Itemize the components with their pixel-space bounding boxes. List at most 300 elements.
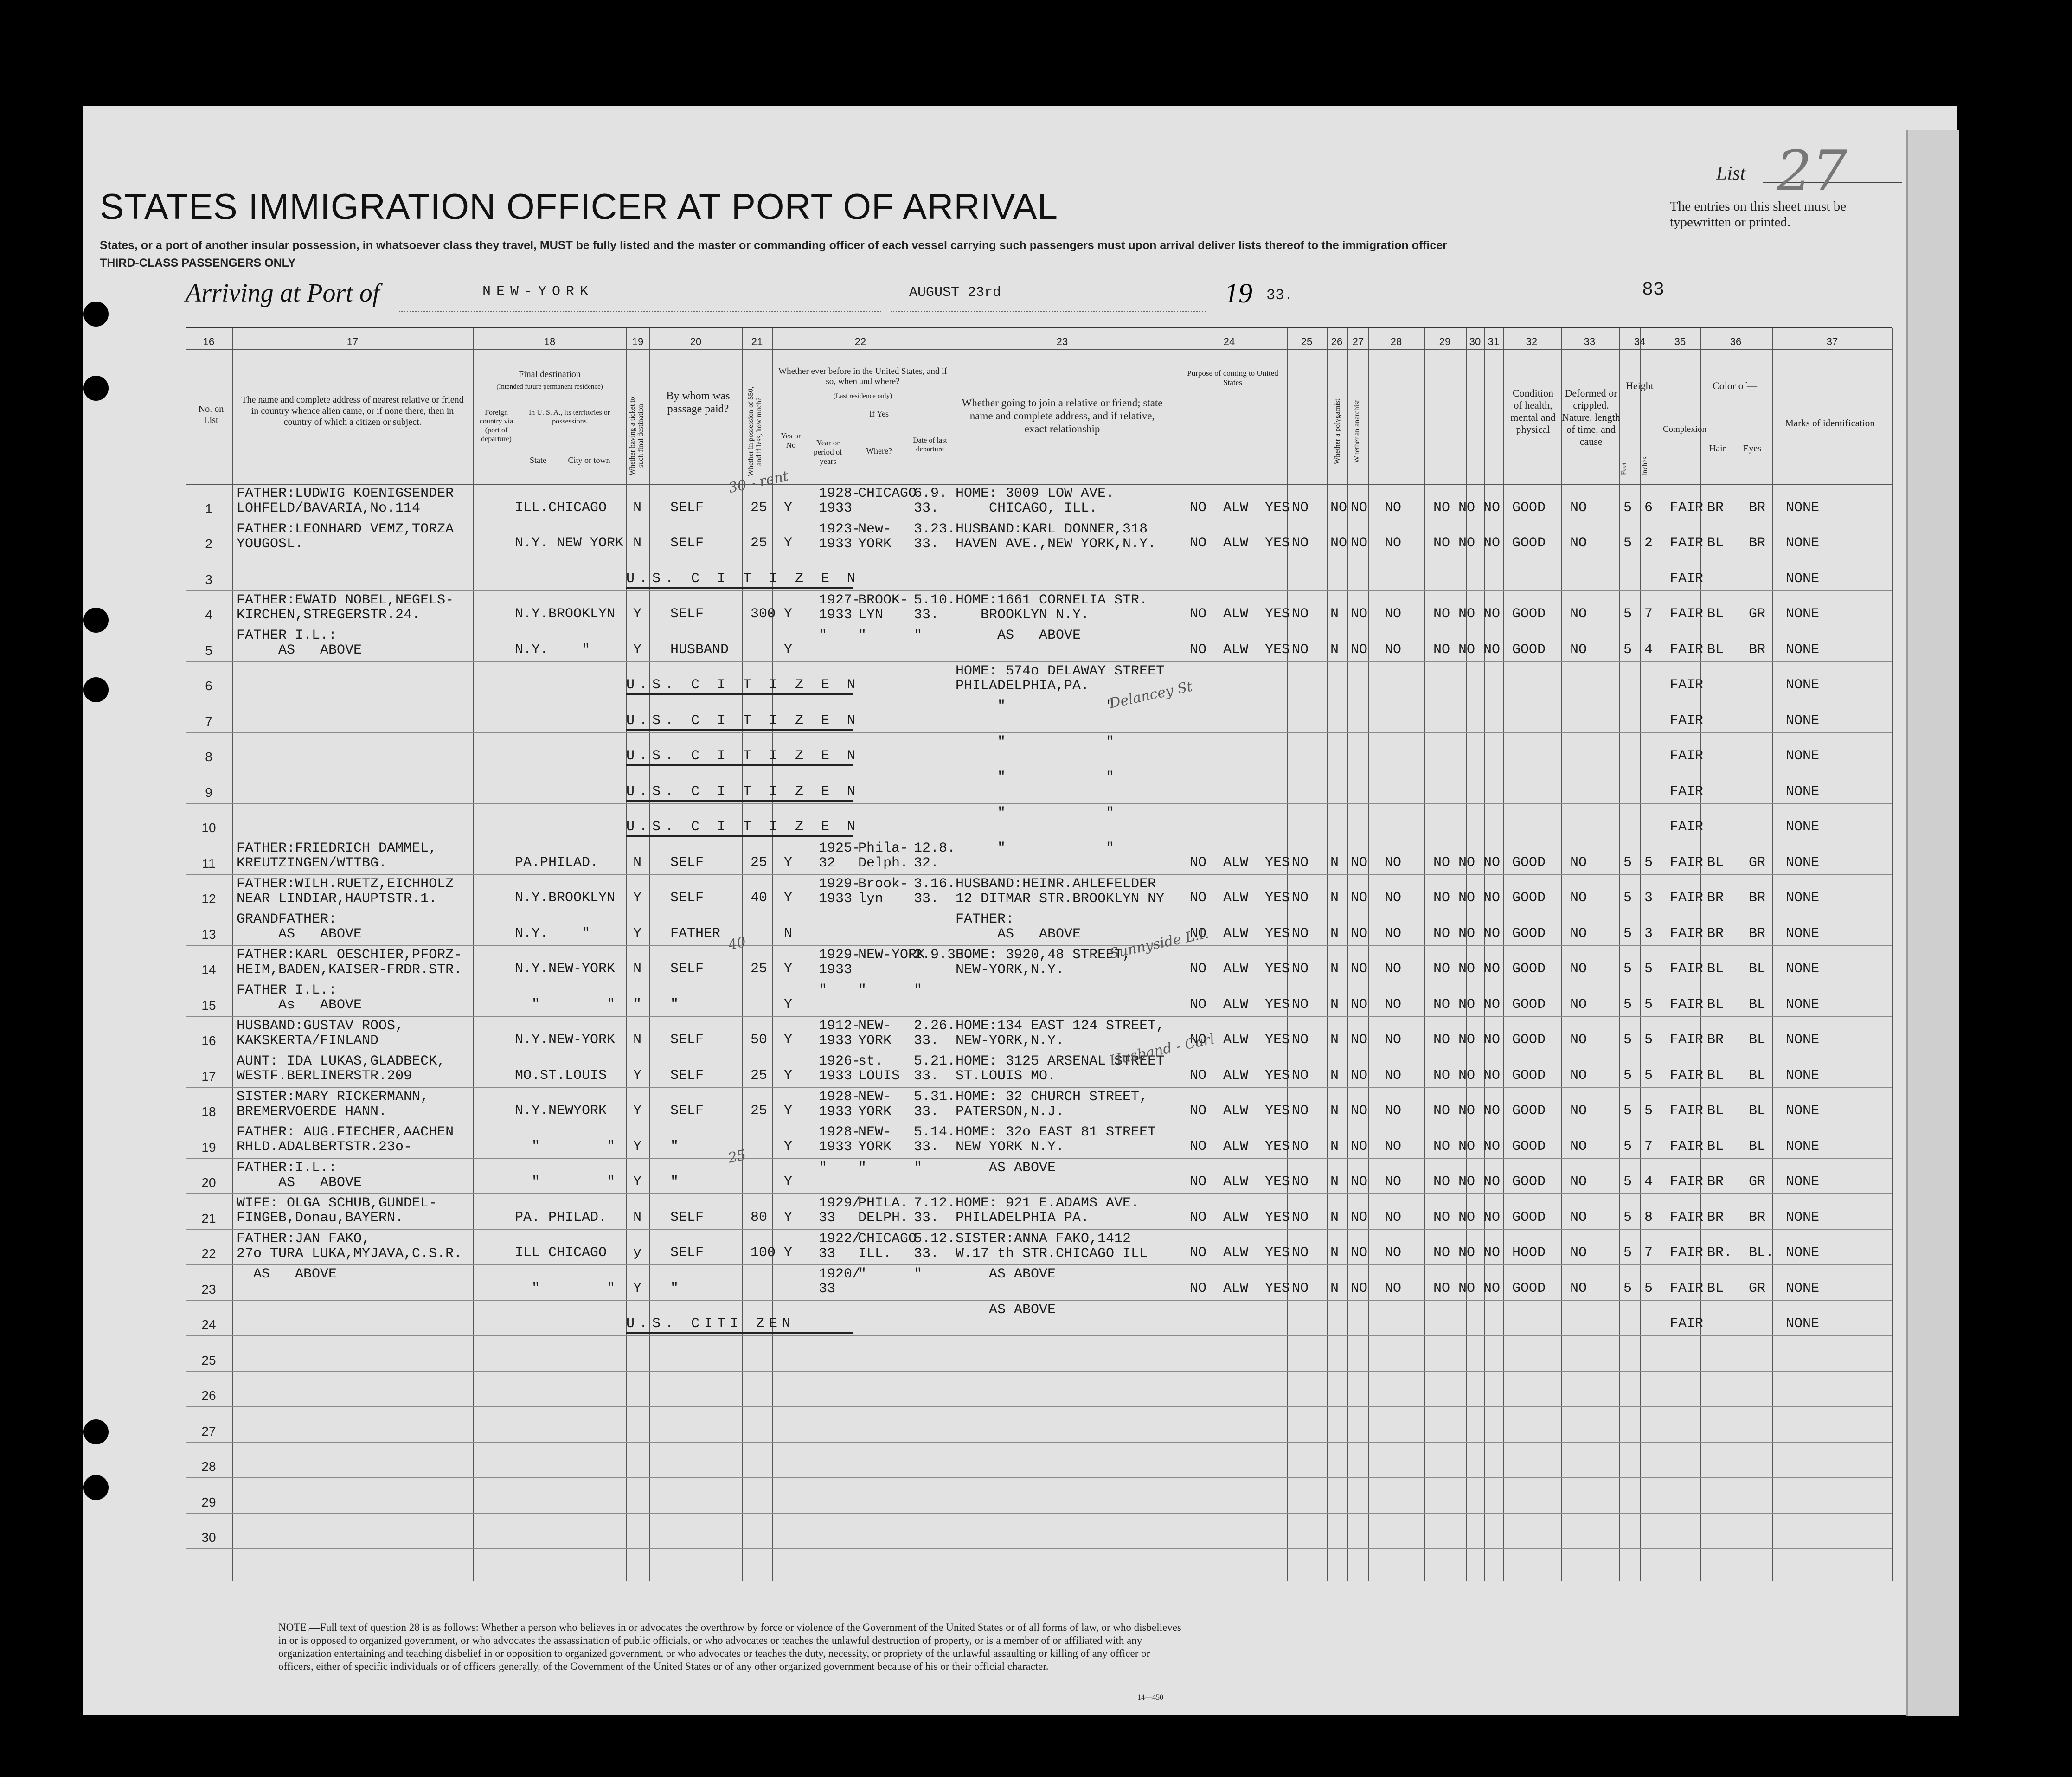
nearest-relative: FATHER I.L.: As ABOVE [237, 982, 362, 1013]
height-feet: 5 [1623, 606, 1632, 622]
complexion: FAIR [1670, 535, 1704, 551]
row-number: 1 [205, 501, 212, 516]
header-nearest-relative: The name and complete address of nearest relative or friend in country whence alien came, or if none there, then in country of which a citizen or subject. [241, 395, 464, 427]
answer-polygamist: N [1330, 890, 1339, 906]
column-number-rule [186, 349, 1892, 350]
answer-cols-29-31: NO NO NO [1433, 500, 1501, 516]
identification-marks: NONE [1786, 748, 1820, 764]
answer-cols-29-31: NO NO NO [1433, 961, 1501, 977]
money-in-possession: 25 [751, 854, 768, 871]
header-join-relative: Whether going to join a relative or friend; state name and complete address, and if relative, exact relationship [962, 397, 1163, 435]
complexion: FAIR [1670, 677, 1704, 693]
joining-relative: " " [956, 699, 1115, 714]
height-feet: 5 [1623, 1032, 1632, 1048]
binder-hole [83, 302, 109, 327]
previous-years: 1912- 1933 [819, 1018, 861, 1049]
column-rule [1561, 328, 1562, 1581]
hair-color: BR [1707, 500, 1724, 516]
answer-col-28: NO [1385, 606, 1402, 622]
row-number: 28 [201, 1459, 216, 1474]
answer-col-28: NO [1385, 961, 1402, 977]
column-number: 33 [1584, 336, 1596, 347]
purpose-answers: NO ALW YES [1190, 535, 1290, 551]
final-destination: " " [515, 1138, 616, 1155]
eye-color: GR [1749, 606, 1766, 622]
ever-before-yes-no: Y [784, 1245, 793, 1261]
height-inches: 7 [1644, 1245, 1653, 1261]
year-suffix: 33. [1266, 287, 1293, 304]
answer-polygamist: N [1330, 1032, 1339, 1048]
answer-col-25: NO [1292, 606, 1309, 622]
ticket-to-destination: N [633, 1209, 642, 1225]
date-line [891, 311, 1206, 312]
citizen-underline [626, 729, 853, 731]
joining-relative: HOME: 3009 LOW AVE. CHICAGO, ILL. [956, 486, 1115, 516]
eye-color: BL [1749, 1138, 1766, 1155]
complexion: FAIR [1670, 712, 1704, 729]
hair-color: BL [1707, 1138, 1724, 1155]
previous-residence: " [858, 1266, 867, 1282]
last-departure-date: 5.14. 33. [914, 1124, 956, 1155]
answer-col-25: NO [1292, 535, 1309, 551]
complexion: FAIR [1670, 854, 1704, 871]
answer-anarchist: NO [1351, 925, 1368, 942]
joining-relative: HOME: 574o DELAWAY STREET PHILADELPHIA,PA. [956, 663, 1165, 694]
answer-anarchist: NO [1351, 1138, 1368, 1155]
final-destination: " " [515, 996, 616, 1013]
row-rule [186, 590, 1892, 591]
binder-hole [83, 376, 109, 401]
nearest-relative: FATHER:WILH.RUETZ,EICHHOLZ NEAR LINDIAR,HAUPTSTR.1. [237, 876, 454, 907]
money-in-possession: 25 [751, 1067, 768, 1084]
deformed: NO [1570, 1174, 1587, 1190]
complexion: FAIR [1670, 1245, 1704, 1261]
column-number: 22 [854, 336, 866, 347]
handwritten-annotation: 40 [726, 933, 748, 954]
health-condition: GOOD [1512, 1067, 1546, 1084]
ticket-to-destination: y [633, 1245, 642, 1261]
previous-years: 1922/ 33 [819, 1231, 861, 1262]
previous-years: 1928- 1933 [819, 1089, 861, 1120]
passage-paid-by: SELF [670, 961, 704, 977]
answer-anarchist: NO [1351, 961, 1368, 977]
answer-col-25: NO [1292, 890, 1309, 906]
passage-paid-by: HUSBAND [670, 642, 729, 658]
identification-marks: NONE [1786, 783, 1820, 800]
port-line [399, 311, 881, 312]
complexion: FAIR [1670, 1032, 1704, 1048]
answer-col-28: NO [1385, 1067, 1402, 1084]
header-color: Color of— [1713, 380, 1757, 391]
nearest-relative: HUSBAND:GUSTAV ROOS, KAKSKERTA/FINLAND [237, 1018, 404, 1049]
passage-paid-by: " [670, 1280, 679, 1296]
eye-color: BL [1749, 1032, 1766, 1048]
answer-col-25: NO [1292, 925, 1309, 942]
handwritten-annotation: 30 - rent [727, 468, 790, 497]
final-destination: ILL CHICAGO [515, 1245, 607, 1261]
ever-before-yes-no: Y [784, 996, 793, 1013]
column-number: 27 [1352, 336, 1364, 347]
header-height: Height [1626, 380, 1654, 391]
header-money: Whether in possession of $50, and if less, how much? [747, 386, 763, 476]
row-number: 4 [205, 608, 212, 622]
identification-marks: NONE [1786, 642, 1820, 658]
identification-marks: NONE [1786, 1032, 1820, 1048]
column-rule [1484, 328, 1485, 1581]
last-departure-date: 12.8. 32. [914, 840, 956, 871]
row-number: 18 [201, 1104, 216, 1119]
header-ticket: Whether having a ticket to such final destination [629, 397, 645, 475]
answer-col-28: NO [1385, 1032, 1402, 1048]
row-number: 19 [201, 1140, 216, 1155]
header-final-destination: Final destination [519, 369, 581, 379]
health-condition: GOOD [1512, 1209, 1546, 1225]
deformed: NO [1570, 1138, 1587, 1155]
header-polygamist: Whether a polygamist [1334, 398, 1341, 464]
ticket-to-destination: Y [633, 1067, 642, 1084]
purpose-answers: NO ALW YES [1190, 925, 1290, 942]
header-if-yes: If Yes [869, 409, 889, 418]
binder-hole [83, 1419, 109, 1444]
citizen-underline [626, 587, 853, 589]
ever-before-yes-no: Y [784, 500, 793, 516]
binder-hole [83, 1475, 109, 1500]
money-in-possession: 50 [751, 1032, 768, 1048]
identification-marks: NONE [1786, 890, 1820, 906]
last-departure-date: 2.9.33. [914, 947, 973, 963]
previous-years: " [819, 1160, 828, 1176]
ticket-to-destination: N [633, 961, 642, 977]
identification-marks: NONE [1786, 1245, 1820, 1261]
answer-col-25: NO [1292, 642, 1309, 658]
money-in-possession: 40 [751, 890, 768, 906]
passage-paid-by: " [670, 1138, 679, 1155]
height-inches: 5 [1644, 1032, 1653, 1048]
answer-anarchist: NO [1351, 1103, 1368, 1119]
answer-col-25: NO [1292, 1138, 1309, 1155]
previous-residence: " [858, 628, 867, 643]
eye-color: GR [1749, 1174, 1766, 1190]
header-hair: Hair [1709, 443, 1726, 454]
deformed: NO [1570, 1209, 1587, 1225]
footnote-question-28: NOTE.—Full text of question 28 is as follows: Whether a person who believes in or advocates the overthrow by force or violence of the Government of the United States or of all forms of law, or who disbelieves in or is opposed to organized government, or who advocates the assassination of public officials, or who advocates or teaches the unlawful destruction of property, or is a member of or affiliated with any organization entertaining and teaching disbelief in or opposition to organized government, or who advocates or teaches the duty, necessity, or propriety of the unlawful assaulting or killing of any officer or officers, either of specific individuals or of officers generally, of the Government of the United States or of any other organized government because of his or their official character. [278, 1622, 1181, 1672]
answer-col-28: NO [1385, 535, 1402, 551]
identification-marks: NONE [1786, 819, 1820, 835]
height-feet: 5 [1623, 1209, 1632, 1225]
joining-relative: AS ABOVE [956, 1160, 1056, 1176]
last-departure-date: " [914, 1266, 923, 1282]
health-condition: GOOD [1512, 535, 1546, 551]
answer-col-28: NO [1385, 890, 1402, 906]
nearest-relative: FATHER:LEONHARD VEMZ,TORZA YOUGOSL. [237, 521, 454, 552]
final-destination: N.Y. NEW YORK [515, 535, 624, 551]
column-number: 30 [1469, 336, 1481, 347]
answer-col-28: NO [1385, 854, 1402, 871]
header-deformed: Deformed or crippled. Nature, length of time, and cause [1562, 387, 1620, 447]
health-condition: GOOD [1512, 606, 1546, 622]
answer-col-25: NO [1292, 1280, 1309, 1296]
identification-marks: NONE [1786, 606, 1820, 622]
last-departure-date: 3.23. 33. [914, 521, 956, 552]
passage-paid-by: SELF [670, 500, 704, 516]
row-rule [186, 1087, 1892, 1088]
height-feet: 5 [1623, 925, 1632, 942]
height-inches: 8 [1644, 1209, 1653, 1225]
header-year-period: Year or period of years [814, 438, 842, 466]
ever-before-yes-no: Y [784, 1032, 793, 1048]
eye-color: BL [1749, 961, 1766, 977]
joining-relative: HOME: 921 E.ADAMS AVE. PHILADELPHIA PA. [956, 1195, 1140, 1226]
column-rule [1327, 328, 1328, 1581]
ever-before-yes-no: Y [784, 854, 793, 871]
identification-marks: NONE [1786, 961, 1820, 977]
answer-anarchist: NO [1351, 1032, 1368, 1048]
joining-relative: " " [956, 734, 1115, 750]
previous-years: 1928- 1933 [819, 486, 861, 516]
previous-years: 1925- 32 [819, 840, 861, 871]
deformed: NO [1570, 535, 1587, 551]
deformed: NO [1570, 500, 1587, 516]
passage-paid-by: SELF [670, 606, 704, 622]
eye-color: BR [1749, 642, 1766, 658]
hair-color: BL [1707, 1280, 1724, 1296]
row-rule [186, 803, 1892, 804]
nearest-relative: FATHER:FRIEDRICH DAMMEL, KREUTZINGEN/WTTBG. [237, 840, 437, 871]
purpose-answers: NO ALW YES [1190, 606, 1290, 622]
joining-relative: HOME:134 EAST 124 STREET, NEW-YORK,N.Y. [956, 1018, 1165, 1049]
height-inches: 5 [1644, 1103, 1653, 1119]
row-rule [186, 1193, 1892, 1194]
hair-color: BL [1707, 1103, 1724, 1119]
last-departure-date: " [914, 628, 923, 643]
deformed: NO [1570, 1103, 1587, 1119]
joining-relative: AS ABOVE [956, 628, 1081, 643]
money-in-possession: 300 [751, 606, 776, 622]
last-departure-date: 5.31. 33. [914, 1089, 956, 1120]
answer-anarchist: NO [1351, 642, 1368, 658]
joining-relative: AS ABOVE [956, 1266, 1056, 1282]
answer-col-28: NO [1385, 1209, 1402, 1225]
column-rule [232, 328, 233, 1581]
height-inches: 3 [1644, 890, 1653, 906]
header-eyes: Eyes [1743, 443, 1761, 454]
final-destination: " " [515, 1174, 616, 1190]
answer-anarchist: NO [1351, 1209, 1368, 1225]
form-code: 14—450 [1137, 1694, 1163, 1701]
column-number: 37 [1826, 336, 1838, 347]
ever-before-yes-no: Y [784, 1138, 793, 1155]
previous-years: 1927- 1933 [819, 592, 861, 623]
column-rule [1424, 328, 1425, 1581]
row-rule [186, 1300, 1892, 1301]
answer-col-28: NO [1385, 642, 1402, 658]
health-condition: GOOD [1512, 500, 1546, 516]
complexion: FAIR [1670, 500, 1704, 516]
passage-paid-by: " [670, 1174, 679, 1190]
header-complexion: Complexion [1663, 424, 1706, 434]
identification-marks: NONE [1786, 925, 1820, 942]
hair-color: BL [1707, 1067, 1724, 1084]
column-number: 25 [1301, 336, 1313, 347]
answer-polygamist: N [1330, 642, 1339, 658]
purpose-answers: NO ALW YES [1190, 1067, 1290, 1084]
previous-years: 1929- 1933 [819, 876, 861, 907]
nearest-relative: GRANDFATHER: AS ABOVE [237, 911, 362, 942]
hair-color: BR [1707, 925, 1724, 942]
previous-residence: Phila- Delph. [858, 840, 909, 871]
health-condition: GOOD [1512, 1138, 1546, 1155]
answer-col-28: NO [1385, 1174, 1402, 1190]
height-feet: 5 [1623, 854, 1632, 871]
column-rule [1772, 328, 1773, 1581]
answer-anarchist: NO [1351, 1245, 1368, 1261]
column-rule [626, 328, 627, 1581]
identification-marks: NONE [1786, 996, 1820, 1013]
complexion: FAIR [1670, 890, 1704, 906]
complexion: FAIR [1670, 1316, 1704, 1332]
answer-polygamist: N [1330, 606, 1339, 622]
height-inches: 5 [1644, 1280, 1653, 1296]
nearest-relative: FATHER:LUDWIG KOENIGSENDER LOHFELD/BAVARIA,No.114 [237, 486, 454, 516]
ticket-to-destination: N [633, 535, 642, 551]
arrival-date: AUGUST 23rd [909, 285, 1001, 301]
eye-color: GR [1749, 854, 1766, 871]
height-feet: 5 [1623, 535, 1632, 551]
final-destination: PA.PHILAD. [515, 854, 599, 871]
last-departure-date: 3.16. 33. [914, 876, 956, 907]
passage-paid-by: SELF [670, 1245, 704, 1261]
hair-color: BR [1707, 1032, 1724, 1048]
answer-polygamist: N [1330, 996, 1339, 1013]
final-destination: N.Y.NEW-YORK [515, 961, 616, 977]
joining-relative: HUSBAND:HEINR.AHLEFELDER 12 DITMAR STR.BROOKLYN NY [956, 876, 1165, 907]
hair-color: BL [1707, 854, 1724, 871]
height-feet: 5 [1623, 1245, 1632, 1261]
answer-polygamist: N [1330, 1174, 1339, 1190]
nearest-relative: FATHER:EWAID NOBEL,NEGELS- KIRCHEN,STREGERSTR.24. [237, 592, 454, 623]
header-where: Where? [866, 446, 892, 455]
previous-residence: BROOK- LYN [858, 592, 909, 623]
answer-cols-29-31: NO NO NO [1433, 1032, 1501, 1048]
nearest-relative: FATHER I.L.: AS ABOVE [237, 628, 362, 658]
answer-polygamist: N [1330, 1209, 1339, 1225]
identification-marks: NONE [1786, 1103, 1820, 1119]
column-rule [1640, 328, 1641, 1581]
ever-before-yes-no: Y [784, 535, 793, 551]
answer-col-25: NO [1292, 996, 1309, 1013]
purpose-answers: NO ALW YES [1190, 1174, 1290, 1190]
handwritten-annotation: Delancey St [1108, 678, 1194, 712]
identification-marks: NONE [1786, 500, 1820, 516]
hair-color: BL [1707, 642, 1724, 658]
ever-before-yes-no: Y [784, 1174, 793, 1190]
purpose-answers: NO ALW YES [1190, 1209, 1290, 1225]
nearest-relative: FATHER:I.L.: AS ABOVE [237, 1160, 362, 1191]
year-prefix: 19 [1225, 278, 1252, 308]
height-feet: 5 [1623, 500, 1632, 516]
answer-polygamist: NO [1330, 535, 1347, 551]
column-number: 19 [632, 336, 644, 347]
answer-col-25: NO [1292, 1067, 1309, 1084]
joining-relative: HUSBAND:KARL DONNER,318 HAVEN AVE.,NEW YORK,N.Y. [956, 521, 1156, 552]
deformed: NO [1570, 925, 1587, 942]
final-destination: MO.ST.LOUIS [515, 1067, 607, 1084]
us-citizen-entry: U.S. CITI ZEN [626, 1316, 795, 1332]
final-destination: PA. PHILAD. [515, 1209, 607, 1225]
hair-color: BL [1707, 606, 1724, 622]
ticket-to-destination: Y [633, 606, 642, 622]
passage-paid-by: FATHER [670, 925, 721, 942]
answer-cols-29-31: NO NO NO [1433, 1103, 1501, 1119]
complexion: FAIR [1670, 748, 1704, 764]
row-number: 3 [205, 572, 212, 587]
previous-residence: Brook- lyn [858, 876, 909, 907]
previous-residence: " [858, 982, 867, 998]
us-citizen-entry: U.S. C I T I Z E N [626, 571, 860, 587]
health-condition: HOOD [1512, 1245, 1546, 1261]
answer-col-28: NO [1385, 1245, 1402, 1261]
answer-col-28: NO [1385, 1103, 1402, 1119]
row-rule [186, 661, 1892, 662]
height-inches: 5 [1644, 1067, 1653, 1084]
previous-years: 1929/ 33 [819, 1195, 861, 1226]
nearest-relative: AUNT: IDA LUKAS,GLADBECK, WESTF.BERLINERSTR.209 [237, 1053, 446, 1084]
complexion: FAIR [1670, 819, 1704, 835]
complexion: FAIR [1670, 996, 1704, 1013]
previous-residence: NEW- YORK [858, 1124, 892, 1155]
answer-cols-29-31: NO NO NO [1433, 890, 1501, 906]
column-rule [1892, 328, 1893, 1581]
answer-polygamist: N [1330, 1280, 1339, 1296]
eye-color: BL [1749, 996, 1766, 1013]
us-citizen-entry: U.S. C I T I Z E N [626, 677, 860, 693]
money-in-possession: 25 [751, 1103, 768, 1119]
answer-col-25: NO [1292, 1032, 1309, 1048]
row-number: 25 [201, 1353, 216, 1367]
last-departure-date: 5.12. 33. [914, 1231, 956, 1262]
height-feet: 5 [1623, 996, 1632, 1013]
previous-years: 1926- 1933 [819, 1053, 861, 1084]
answer-cols-29-31: NO NO NO [1433, 1067, 1501, 1084]
previous-years: 1923- 1933 [819, 521, 861, 552]
hair-color: BL [1707, 961, 1724, 977]
height-feet: 5 [1623, 1138, 1632, 1155]
final-destination: N.Y.BROOKLYN [515, 606, 616, 622]
nearest-relative: AS ABOVE [237, 1266, 337, 1282]
answer-anarchist: NO [1351, 1280, 1368, 1296]
health-condition: GOOD [1512, 642, 1546, 658]
answer-col-25: NO [1292, 1103, 1309, 1119]
joining-relative: SISTER:ANNA FAKO,1412 W.17 th STR.CHICAGO ILL [956, 1231, 1148, 1262]
column-rule [1700, 328, 1701, 1581]
column-rule [1503, 328, 1504, 1581]
last-departure-date: 2.26. 33. [914, 1018, 956, 1049]
row-number: 17 [201, 1069, 216, 1084]
column-number: 32 [1526, 336, 1538, 347]
complexion: FAIR [1670, 1174, 1704, 1190]
previous-residence: CHICAGO ILL. [858, 1231, 917, 1262]
eye-color: GR [1749, 1280, 1766, 1296]
purpose-answers: NO ALW YES [1190, 961, 1290, 977]
purpose-answers: NO ALW YES [1190, 642, 1290, 658]
row-number: 2 [205, 537, 212, 551]
deformed: NO [1570, 996, 1587, 1013]
us-citizen-entry: U.S. C I T I Z E N [626, 748, 860, 764]
identification-marks: NONE [1786, 571, 1820, 587]
hair-color: BL [1707, 535, 1724, 551]
passenger-class: THIRD-CLASS PASSENGERS ONLY [100, 257, 296, 269]
row-rule [186, 1513, 1892, 1514]
